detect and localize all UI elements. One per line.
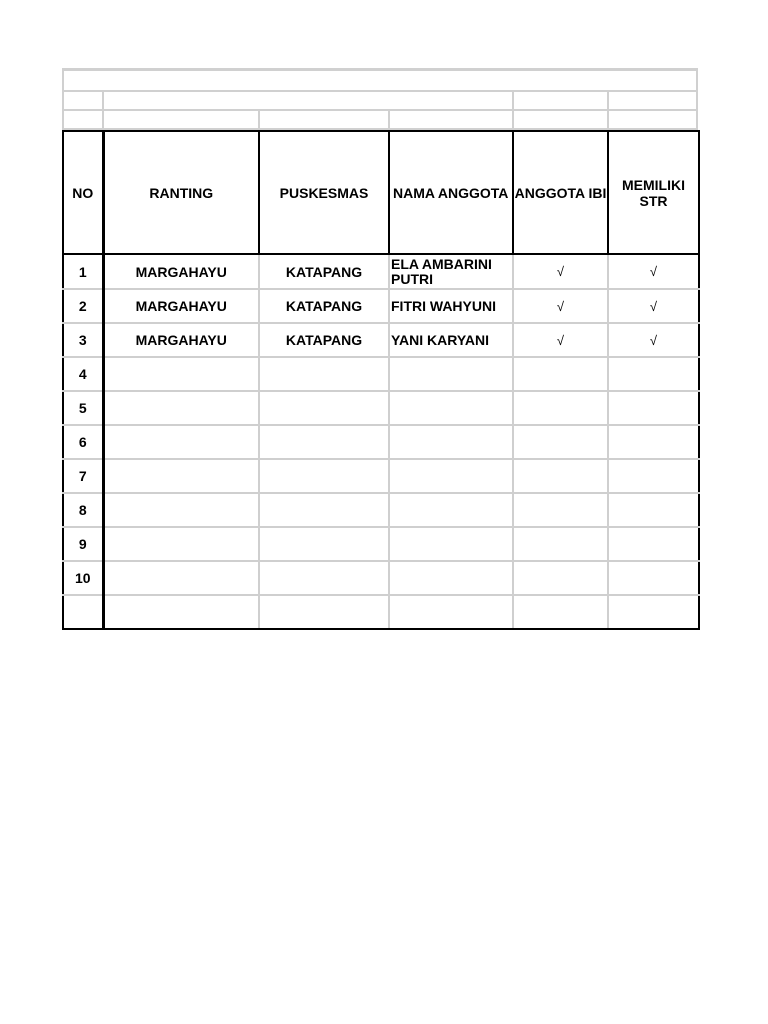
cell-ranting[interactable] <box>103 595 259 629</box>
cell-ranting[interactable]: MARGAHAYU <box>103 289 259 323</box>
cell-puskesmas[interactable] <box>259 561 389 595</box>
cell-anggota-ibi[interactable]: √ <box>513 323 608 357</box>
cell-nama-anggota[interactable] <box>389 391 513 425</box>
table-row <box>63 254 699 289</box>
cell-nama-anggota[interactable] <box>389 527 513 561</box>
blank-cell[interactable] <box>514 92 609 109</box>
cell-puskesmas[interactable] <box>259 459 389 493</box>
spreadsheet-page <box>62 68 698 630</box>
cell-ranting[interactable] <box>103 561 259 595</box>
header-memiliki-str <box>608 131 699 254</box>
blank-cell[interactable] <box>260 111 390 128</box>
cell-nama-anggota[interactable] <box>389 357 513 391</box>
cell-memiliki-str[interactable]: √ <box>608 254 699 289</box>
cell-anggota-ibi[interactable] <box>513 595 608 629</box>
cell-puskesmas[interactable] <box>259 595 389 629</box>
table-body <box>63 254 699 629</box>
cell-nama-anggota[interactable]: FITRI WAHYUNI <box>389 289 513 323</box>
blank-cell[interactable] <box>609 92 696 109</box>
table-row <box>63 391 699 425</box>
header-nama-anggota: NAMA ANGGOTA <box>389 131 513 254</box>
cell-memiliki-str[interactable]: √ <box>608 323 699 357</box>
cell-puskesmas[interactable] <box>259 425 389 459</box>
cell-anggota-ibi[interactable] <box>513 493 608 527</box>
cell-no[interactable]: 3 <box>63 323 103 357</box>
title-band <box>62 68 698 92</box>
cell-memiliki-str[interactable] <box>608 357 699 391</box>
cell-puskesmas[interactable]: KATAPANG <box>259 323 389 357</box>
cell-ranting[interactable] <box>103 391 259 425</box>
table-row <box>63 595 699 629</box>
cell-anggota-ibi[interactable] <box>513 391 608 425</box>
cell-nama-anggota[interactable] <box>389 595 513 629</box>
subtitle-band <box>62 92 698 111</box>
cell-nama-anggota[interactable] <box>389 459 513 493</box>
cell-no[interactable]: 5 <box>63 391 103 425</box>
cell-memiliki-str[interactable] <box>608 595 699 629</box>
cell-no[interactable]: 1 <box>63 254 103 289</box>
table-row <box>63 425 699 459</box>
cell-anggota-ibi[interactable] <box>513 561 608 595</box>
cell-puskesmas[interactable]: KATAPANG <box>259 254 389 289</box>
cell-puskesmas[interactable] <box>259 527 389 561</box>
header-anggota-ibi: ANGGOTA IBI <box>513 131 608 254</box>
cell-anggota-ibi[interactable] <box>513 459 608 493</box>
cell-puskesmas[interactable] <box>259 391 389 425</box>
member-table <box>62 130 700 630</box>
cell-anggota-ibi[interactable] <box>513 357 608 391</box>
cell-anggota-ibi[interactable] <box>513 527 608 561</box>
table-row <box>63 459 699 493</box>
cell-anggota-ibi[interactable]: √ <box>513 254 608 289</box>
header-memiliki-str-label: MEMILIKI STR <box>622 176 685 209</box>
cell-no[interactable]: 4 <box>63 357 103 391</box>
cell-anggota-ibi[interactable]: √ <box>513 289 608 323</box>
cell-ranting[interactable] <box>103 459 259 493</box>
cell-nama-anggota[interactable] <box>389 425 513 459</box>
blank-cell[interactable] <box>104 111 260 128</box>
cell-nama-anggota[interactable]: ELA AMBARINI PUTRI <box>389 254 513 289</box>
blank-cell[interactable] <box>104 92 514 109</box>
cell-ranting[interactable]: MARGAHAYU <box>103 254 259 289</box>
table-row <box>63 527 699 561</box>
cell-nama-anggota[interactable] <box>389 493 513 527</box>
header-ranting: RANTING <box>103 131 259 254</box>
cell-no[interactable]: 2 <box>63 289 103 323</box>
table-row <box>63 357 699 391</box>
cell-nama-anggota[interactable]: YANI KARYANI <box>389 323 513 357</box>
cell-memiliki-str[interactable] <box>608 527 699 561</box>
cell-memiliki-str[interactable] <box>608 561 699 595</box>
cell-ranting[interactable] <box>103 357 259 391</box>
header-no: NO <box>63 131 103 254</box>
table-row <box>63 289 699 323</box>
cell-no[interactable]: 10 <box>63 561 103 595</box>
table-row <box>63 561 699 595</box>
blank-cell[interactable] <box>390 111 514 128</box>
cell-ranting[interactable] <box>103 425 259 459</box>
table-row <box>63 493 699 527</box>
cell-no[interactable]: 7 <box>63 459 103 493</box>
cell-anggota-ibi[interactable] <box>513 425 608 459</box>
cell-memiliki-str[interactable]: √ <box>608 289 699 323</box>
blank-cell[interactable] <box>64 111 104 128</box>
cell-ranting[interactable] <box>103 527 259 561</box>
cell-no[interactable]: 9 <box>63 527 103 561</box>
cell-ranting[interactable]: MARGAHAYU <box>103 323 259 357</box>
cell-nama-anggota[interactable] <box>389 561 513 595</box>
cell-memiliki-str[interactable] <box>608 425 699 459</box>
table-header <box>63 131 699 254</box>
cell-no[interactable]: 6 <box>63 425 103 459</box>
table-row <box>63 323 699 357</box>
header-puskesmas: PUSKESMAS <box>259 131 389 254</box>
cell-puskesmas[interactable] <box>259 493 389 527</box>
cell-no[interactable] <box>63 595 103 629</box>
blank-cell[interactable] <box>64 92 104 109</box>
cell-puskesmas[interactable] <box>259 357 389 391</box>
blank-cell[interactable] <box>514 111 609 128</box>
cell-no[interactable]: 8 <box>63 493 103 527</box>
spacer-band <box>62 111 698 130</box>
cell-puskesmas[interactable]: KATAPANG <box>259 289 389 323</box>
cell-memiliki-str[interactable] <box>608 493 699 527</box>
cell-ranting[interactable] <box>103 493 259 527</box>
blank-cell[interactable] <box>609 111 696 128</box>
cell-memiliki-str[interactable] <box>608 459 699 493</box>
cell-memiliki-str[interactable] <box>608 391 699 425</box>
